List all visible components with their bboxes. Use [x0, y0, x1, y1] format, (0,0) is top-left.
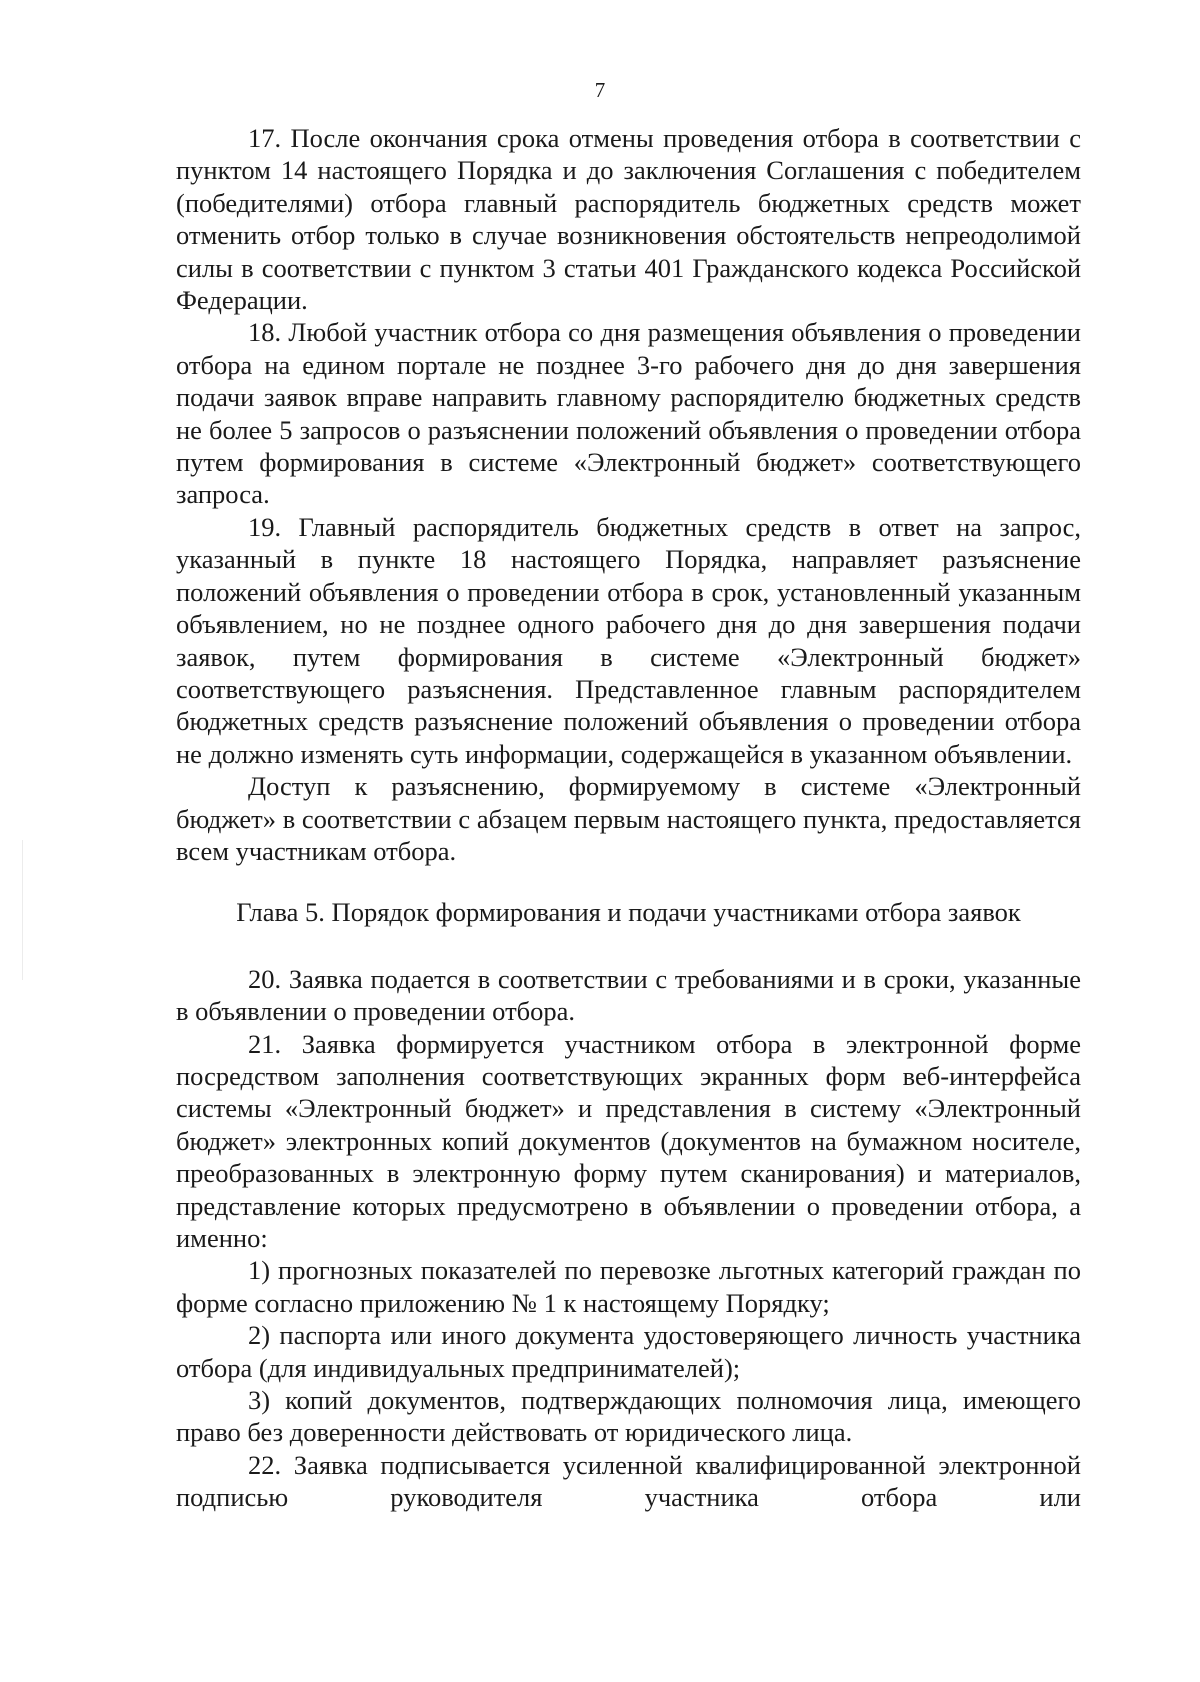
page-number: 7	[594, 78, 606, 102]
list-item-2: 2) паспорта или иного документа удостоверяющего личность участника отбора (для индивидуальных предпринимателей);	[176, 1320, 1081, 1383]
paragraph-17: 17. После окончания срока отмены проведения отбора в соответствии с пунктом 14 настоящего Порядка и до заключения Соглашения с победителем (победителями) отбора главный распорядитель бюджетных средств может отменить отбор только в случае возникновения обстоятельств непреодолимой силы в соответствии с пунктом 3 статьи 401 Гражданского кодекса Российской Федерации.	[176, 123, 1081, 316]
paragraph-20: 20. Заявка подается в соответствии с требованиями и в сроки, указанные в объявлении о проведении отбора.	[176, 963, 1081, 1027]
scan-artifact	[22, 840, 23, 980]
list-item-1: 1) прогнозных показателей по перевозке льготных категорий граждан по форме согласно приложению № 1 к настоящему Порядку;	[176, 1255, 1081, 1318]
paragraph-18: 18. Любой участник отбора со дня размещения объявления о проведении отбора на едином портале не позднее 3-го рабочего дня до дня завершения подачи заявок вправе направить главному распорядителю бюджетных средств не более 5 запросов о разъяснении положений объявления о проведении отбора путем формирования в системе «Электронный бюджет» соответствующего запроса.	[176, 317, 1081, 510]
document-body	[176, 122, 1081, 1514]
paragraph-19: 19. Главный распорядитель бюджетных средств в ответ на запрос, указанный в пункте 18 настоящего Порядка, направляет разъяснение положений объявления о проведении отбора в срок, установленный указанным объявлением, но не позднее одного рабочего дня до дня завершения подачи заявок, путем формирования в системе «Электронный бюджет» соответствующего разъяснения. Представленное главным распорядителем бюджетных средств разъяснение положений объявления о проведении отбора не должно изменять суть информации, содержащейся в указанном объявлении.	[176, 511, 1081, 769]
paragraph-21: 21. Заявка формируется участником отбора в электронной форме посредством заполнения соответствующих экранных форм веб-интерфейса системы «Электронный бюджет» и представления в систему «Электронный бюджет» электронных копий документов (документов на бумажном носителе, преобразованных в электронную форму путем сканирования) и материалов, представление которых предусмотрено в объявлении о проведении отбора, а именно:	[176, 1028, 1081, 1253]
list-item-3: 3) копий документов, подтверждающих полномочия лица, имеющего право без доверенности действовать от юридического лица.	[176, 1385, 1081, 1448]
paragraph-22: 22. Заявка подписывается усиленной квалифицированной электронной подписью руководителя участника отбора или	[176, 1449, 1081, 1513]
chapter-heading: Глава 5. Порядок формирования и подачи участниками отбора заявок	[236, 897, 1021, 928]
paragraph-19-access: Доступ к разъяснению, формируемому в системе «Электронный бюджет» в соответствии с абзацем первым настоящего пункта, предоставляется всем участникам отбора.	[176, 771, 1081, 866]
